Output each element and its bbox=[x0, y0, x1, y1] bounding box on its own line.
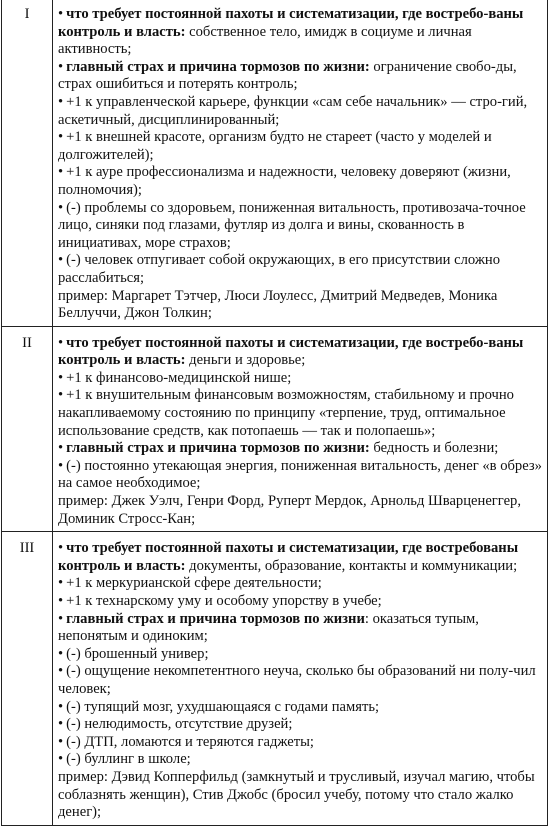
bullet-item bbox=[58, 646, 544, 664]
bullet-icon: • bbox=[58, 199, 64, 216]
item-text: пример: Джек Уэлч, Генри Форд, Руперт Мердок, Арнольд Шварценеггер, Доминик Стросс-Кан; bbox=[58, 493, 522, 527]
item-text: (-) ДТП, ломаются и теряются гаджеты; bbox=[66, 733, 314, 750]
item-text: (-) тупящий мозг, ухудшающаяся с годами память; bbox=[66, 698, 380, 715]
item-text: +1 к ауре профессионализма и надежности, человеку доверяют (жизни, полномочия); bbox=[58, 164, 511, 198]
item-text: +1 к меркурианской сфере деятельности; bbox=[66, 575, 322, 592]
bullet-icon: • bbox=[58, 58, 64, 75]
bullet-item bbox=[58, 716, 544, 734]
row-content bbox=[53, 326, 548, 532]
item-text: : оказаться тупым, непонятым и одиноким; bbox=[58, 610, 479, 645]
bullet-icon: • bbox=[58, 575, 64, 592]
item-text: ограничение свобо-ды, страх ошибиться и потерять контроль; bbox=[58, 58, 517, 93]
bullet-icon: • bbox=[58, 387, 64, 404]
example-line bbox=[58, 493, 544, 528]
bullet-icon: • bbox=[58, 698, 64, 715]
bullet-item bbox=[58, 252, 544, 287]
bullet-icon: • bbox=[58, 751, 64, 768]
bullet-item bbox=[58, 335, 544, 370]
item-text: (-) нелюдимость, отсутствие друзей; bbox=[66, 716, 293, 733]
bullet-item bbox=[58, 540, 544, 575]
bullet-item bbox=[58, 94, 544, 129]
bullet-item bbox=[58, 164, 544, 199]
bullet-icon: • bbox=[58, 6, 64, 22]
table-row bbox=[2, 326, 548, 532]
item-text: (-) человек отпугивает собой окружающих, в его присутствии сложно расслабиться; bbox=[58, 252, 501, 286]
item-text: +1 к внешней красоте, организм будто не стареет (часто у моделей и долгожителей); bbox=[58, 129, 492, 163]
bullet-icon: • bbox=[58, 164, 64, 181]
item-text: пример: Дэвид Копперфильд (замкнутый и трусливый, изучал магию, чтобы соблазнять женщин), Стив Джобс (бросил учебу, потому что стало жалко денег); bbox=[58, 768, 535, 821]
bullet-icon: • bbox=[58, 733, 64, 750]
row-content bbox=[53, 0, 548, 326]
table-row bbox=[2, 0, 548, 326]
item-text: пример: Маргарет Тэтчер, Люси Лоулесс, Дмитрий Медведев, Моника Беллуччи, Джон Толкин; bbox=[58, 287, 498, 322]
bullet-item bbox=[58, 440, 544, 458]
bullet-icon: • bbox=[58, 440, 64, 457]
bullet-icon: • bbox=[58, 252, 64, 269]
bullet-item bbox=[58, 458, 544, 493]
item-text: (-) ощущение некомпетентного неуча, сколько бы образований ни полу-чил человек; bbox=[58, 663, 536, 697]
bullet-item bbox=[58, 663, 544, 698]
item-text: +1 к финансово-медицинской нише; bbox=[66, 369, 292, 386]
bold-heading: что требует постоянной пахоты и систематизации, где востребо-ваны контроль и власть: bbox=[58, 334, 524, 369]
bullet-icon: • bbox=[58, 716, 64, 733]
item-text: деньги и здоровье; bbox=[185, 352, 306, 369]
bullet-item bbox=[58, 734, 544, 752]
bullet-item bbox=[58, 575, 544, 593]
item-text: (-) постоянно утекающая энергия, пониженная витальность, денег «в обрез» на самое необходимое; bbox=[58, 457, 542, 492]
bold-heading: главный страх и причина тормозов по жизни: bbox=[66, 58, 370, 75]
item-text: (-) брошенный универ; bbox=[66, 645, 209, 662]
table-body bbox=[2, 0, 548, 825]
bullet-item bbox=[58, 129, 544, 164]
item-text: (-) буллинг в школе; bbox=[66, 751, 191, 768]
bullet-icon: • bbox=[58, 593, 64, 609]
item-text: +1 к управленческой карьере, функции «сам себе начальник» — стро-гий, аскетичный, дисциплинированный; bbox=[58, 93, 528, 128]
item-text: документы, образование, контакты и коммуникации; bbox=[185, 557, 518, 574]
table-row bbox=[2, 532, 548, 826]
bold-heading: главный страх и причина тормозов по жизни: bbox=[66, 440, 370, 457]
item-text: (-) проблемы со здоровьем, пониженная витальность, противозача-точное лицо, синяки под глазами, футляр из долга и вины, скованность в инициативах, море страхов; bbox=[58, 199, 526, 251]
row-number: I bbox=[2, 0, 53, 326]
row-number: III bbox=[2, 532, 53, 826]
item-text: +1 к технарскому уму и особому упорству в учебе; bbox=[66, 593, 382, 609]
bullet-icon: • bbox=[58, 540, 64, 557]
bullet-item bbox=[58, 200, 544, 253]
bullet-item bbox=[58, 699, 544, 717]
bullet-icon: • bbox=[58, 369, 64, 386]
bullet-item bbox=[58, 59, 544, 94]
row-content bbox=[53, 532, 548, 826]
bullet-item bbox=[58, 593, 544, 611]
bullet-item bbox=[58, 751, 544, 769]
bullet-icon: • bbox=[58, 457, 64, 474]
bullet-icon: • bbox=[58, 334, 64, 351]
bold-heading: что требует постоянной пахоты и систематизации, где востребованы контроль и власть: bbox=[58, 540, 519, 574]
bold-heading: главный страх и причина тормозов по жизни bbox=[66, 610, 365, 627]
bullet-icon: • bbox=[58, 610, 64, 627]
item-text: бедность и болезни; bbox=[369, 440, 499, 457]
planet-table bbox=[1, 0, 548, 826]
example-line bbox=[58, 288, 544, 323]
bullet-icon: • bbox=[58, 645, 64, 662]
example-line bbox=[58, 769, 544, 822]
bullet-icon: • bbox=[58, 93, 64, 110]
bullet-item bbox=[58, 611, 544, 646]
item-text: собственное тело, имидж в социуме и личная активность; bbox=[58, 23, 472, 58]
bullet-item bbox=[58, 370, 544, 388]
row-number: II bbox=[2, 326, 53, 532]
bullet-icon: • bbox=[58, 129, 64, 146]
bullet-item bbox=[58, 387, 544, 440]
bullet-item bbox=[58, 6, 544, 59]
item-text: +1 к внушительным финансовым возможностям, стабильному и прочно накапливаемому состоянию по принципу «терпение, труд, оптимальное использование средств, как потопаешь — так и полопаешь»; bbox=[58, 387, 514, 439]
bold-heading: что требует постоянной пахоты и систематизации, где востребо-ваны контроль и власть: bbox=[58, 6, 524, 40]
bullet-icon: • bbox=[58, 663, 64, 680]
